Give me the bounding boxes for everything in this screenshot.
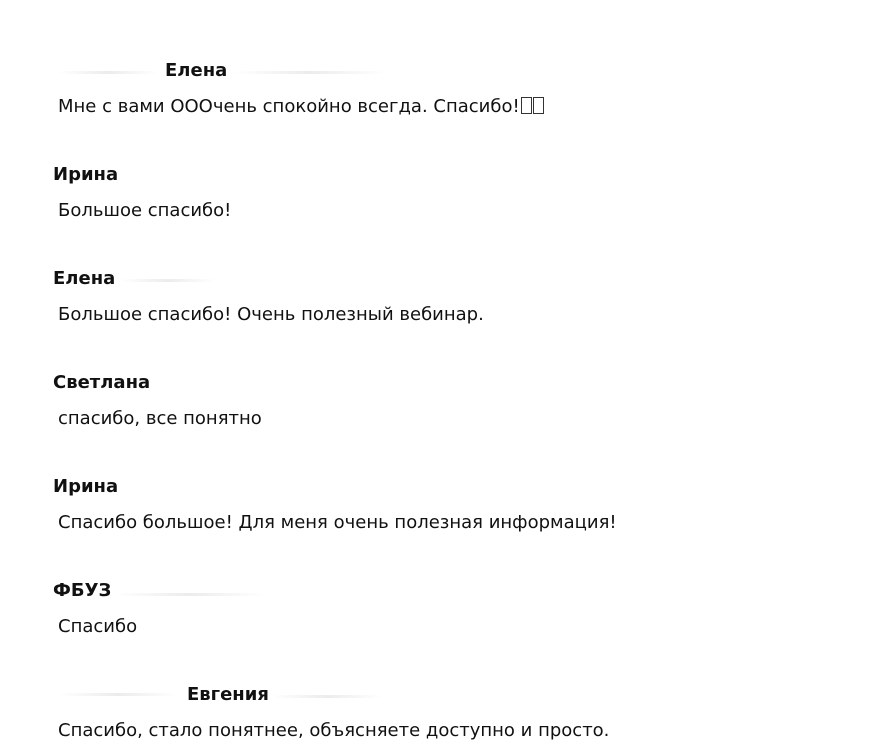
message-text: Спасибо xyxy=(58,616,138,637)
chat-message xyxy=(0,370,878,440)
redacted-text xyxy=(120,279,215,282)
message-text xyxy=(58,96,544,118)
chat-message xyxy=(0,162,878,232)
message-author: Ирина xyxy=(53,476,119,497)
message-text-content: Мне с вами ОООчень спокойно всегда. Спасибо! xyxy=(58,96,520,117)
redacted-text xyxy=(232,71,387,74)
message-author: Ирина xyxy=(53,164,119,185)
message-text: Спасибо, стало понятнее, объясняете доступно и просто. xyxy=(58,720,610,741)
chat-message xyxy=(0,266,878,336)
message-author: Елена xyxy=(53,268,116,289)
message-text: Спасибо большое! Для меня очень полезная информация! xyxy=(58,512,617,533)
redacted-text xyxy=(272,695,382,698)
redacted-text xyxy=(115,593,265,596)
message-author: Елена xyxy=(165,60,228,81)
message-text: Большое спасибо! xyxy=(58,200,232,221)
message-author: Светлана xyxy=(53,372,151,393)
chat-message xyxy=(0,58,878,128)
unsupported-emoji-icon xyxy=(521,97,532,114)
chat-message xyxy=(0,682,878,749)
redacted-text xyxy=(58,693,178,696)
message-text: Большое спасибо! Очень полезный вебинар. xyxy=(58,304,484,325)
unsupported-emoji-icon xyxy=(533,97,544,114)
redacted-text xyxy=(58,71,158,74)
message-text: спасибо, все понятно xyxy=(58,408,262,429)
message-author: ФБУЗ xyxy=(53,580,112,601)
chat-message xyxy=(0,578,878,648)
message-author: Евгения xyxy=(187,684,269,705)
chat-message xyxy=(0,474,878,544)
